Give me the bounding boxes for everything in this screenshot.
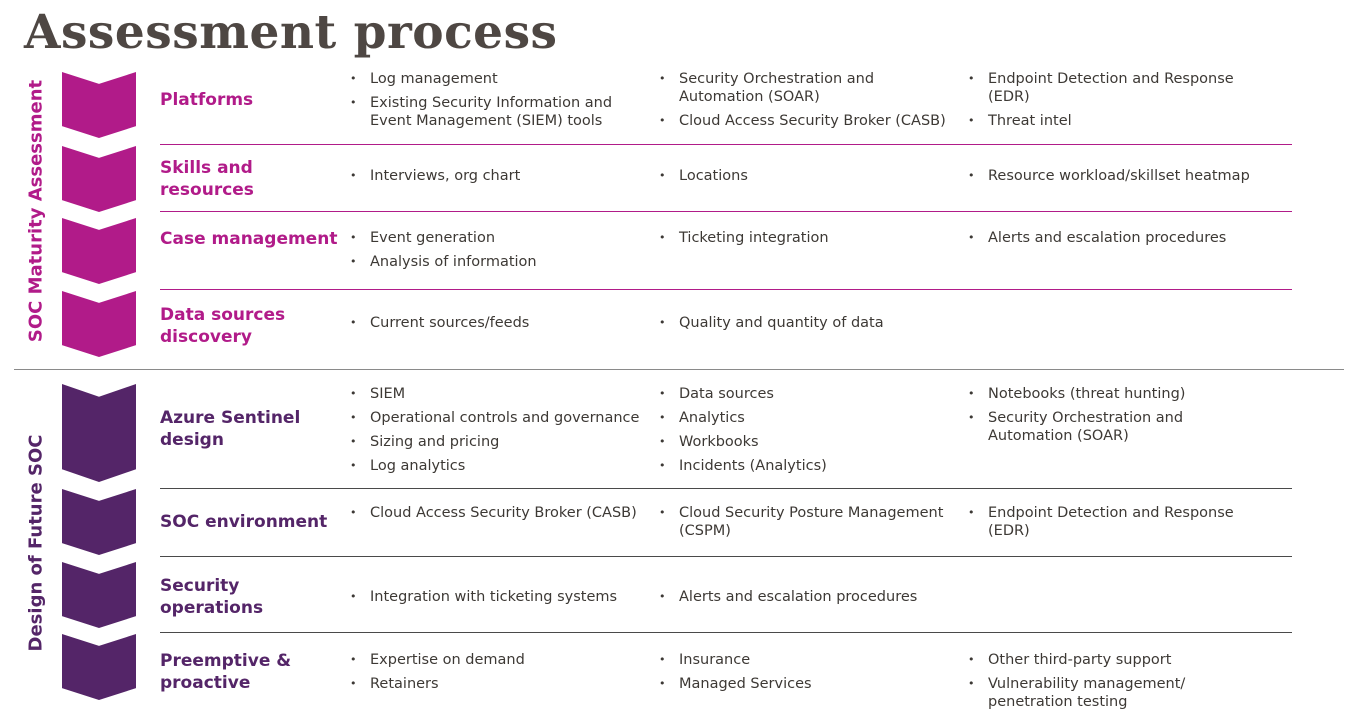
list-item: • Existing Security Information and Event Management (SIEM) tools xyxy=(350,94,654,130)
row-separator xyxy=(160,556,1292,557)
stage-label-security-operations: Security operations xyxy=(160,576,264,618)
row-sec-ops-column-2 xyxy=(659,588,963,612)
list-item: • Alerts and escalation procedures xyxy=(659,588,963,606)
list-item: • Current sources/feeds xyxy=(350,314,654,332)
list-item: • Log management xyxy=(350,70,654,88)
row-skills-column-2 xyxy=(659,167,963,191)
row-preemptive-column-1 xyxy=(350,651,654,699)
list-item: • Quality and quantity of data xyxy=(659,314,963,332)
list-item: • Resource workload/skillset heatmap xyxy=(968,167,1272,185)
row-platforms-column-2 xyxy=(659,70,963,136)
list-item: • Expertise on demand xyxy=(350,651,654,669)
list-item: • Locations xyxy=(659,167,963,185)
chevron-security-operations xyxy=(62,562,136,628)
stage-label-azure-sentinel: Azure Sentinel design xyxy=(160,408,301,450)
row-skills-column-3 xyxy=(968,167,1272,191)
row-azure-column-1 xyxy=(350,385,654,481)
chevron-skills xyxy=(62,146,136,212)
list-item: • Other third-party support xyxy=(968,651,1272,669)
row-case-column-3 xyxy=(968,229,1272,253)
chevron-preemptive xyxy=(62,634,136,700)
row-platforms-column-3 xyxy=(968,70,1272,136)
list-item: • Data sources xyxy=(659,385,963,403)
row-azure-column-2 xyxy=(659,385,963,481)
stage-label-preemptive: Preemptive & proactive xyxy=(160,651,292,693)
row-separator xyxy=(160,488,1292,489)
row-case-column-1 xyxy=(350,229,654,277)
list-item: • Alerts and escalation procedures xyxy=(968,229,1272,247)
chevron-soc-environment xyxy=(62,489,136,555)
chevron-platforms xyxy=(62,72,136,138)
stage-label-data-sources: Data sources discovery xyxy=(160,305,286,347)
row-data-sources-column-2 xyxy=(659,314,963,338)
row-soc-env-column-2 xyxy=(659,504,963,546)
list-item: • Security Orchestration and Automation (SOAR) xyxy=(659,70,963,106)
stage-label-platforms: Platforms xyxy=(160,90,254,110)
stage-label-case-management: Case management xyxy=(160,229,338,249)
section-divider xyxy=(14,369,1344,370)
list-item: • Insurance xyxy=(659,651,963,669)
chevron-case-management xyxy=(62,218,136,284)
row-case-column-2 xyxy=(659,229,963,253)
row-separator xyxy=(160,289,1292,290)
row-sec-ops-column-1 xyxy=(350,588,654,612)
list-item: • Ticketing integration xyxy=(659,229,963,247)
list-item: • Incidents (Analytics) xyxy=(659,457,963,475)
list-item: • Cloud Security Posture Management (CSPM) xyxy=(659,504,963,540)
list-item: • Notebooks (threat hunting) xyxy=(968,385,1272,403)
chevron-azure-sentinel xyxy=(62,384,136,482)
row-soc-env-column-1 xyxy=(350,504,654,528)
list-item: • SIEM xyxy=(350,385,654,403)
row-separator xyxy=(160,144,1292,145)
section-label-soc-maturity: SOC Maturity Assessment xyxy=(25,79,47,343)
row-skills-column-1 xyxy=(350,167,654,191)
list-item: • Interviews, org chart xyxy=(350,167,654,185)
row-azure-column-3 xyxy=(968,385,1272,451)
list-item: • Vulnerability management/ penetration testing xyxy=(968,675,1272,711)
section-label-future-soc: Design of Future SOC xyxy=(25,434,47,652)
list-item: • Log analytics xyxy=(350,457,654,475)
list-item: • Managed Services xyxy=(659,675,963,693)
list-item: • Threat intel xyxy=(968,112,1272,130)
row-separator xyxy=(160,211,1292,212)
list-item: • Retainers xyxy=(350,675,654,693)
row-platforms-column-1 xyxy=(350,70,654,136)
list-item: • Analysis of information xyxy=(350,253,654,271)
row-preemptive-column-2 xyxy=(659,651,963,699)
list-item: • Analytics xyxy=(659,409,963,427)
list-item: • Event generation xyxy=(350,229,654,247)
list-item: • Integration with ticketing systems xyxy=(350,588,654,606)
list-item: • Endpoint Detection and Response (EDR) xyxy=(968,70,1272,106)
list-item: • Endpoint Detection and Response (EDR) xyxy=(968,504,1272,540)
list-item: • Operational controls and governance xyxy=(350,409,654,427)
row-soc-env-column-3 xyxy=(968,504,1272,546)
stage-label-skills: Skills and resources xyxy=(160,158,254,200)
list-item: • Sizing and pricing xyxy=(350,433,654,451)
list-item: • Security Orchestration and Automation (SOAR) xyxy=(968,409,1272,445)
row-preemptive-column-3 xyxy=(968,651,1272,717)
row-separator xyxy=(160,632,1292,633)
row-data-sources-column-1 xyxy=(350,314,654,338)
list-item: • Cloud Access Security Broker (CASB) xyxy=(350,504,654,522)
list-item: • Workbooks xyxy=(659,433,963,451)
stage-label-soc-environment: SOC environment xyxy=(160,512,328,532)
chevron-data-sources xyxy=(62,291,136,357)
page-title: Assessment process xyxy=(24,5,558,60)
list-item: • Cloud Access Security Broker (CASB) xyxy=(659,112,963,130)
